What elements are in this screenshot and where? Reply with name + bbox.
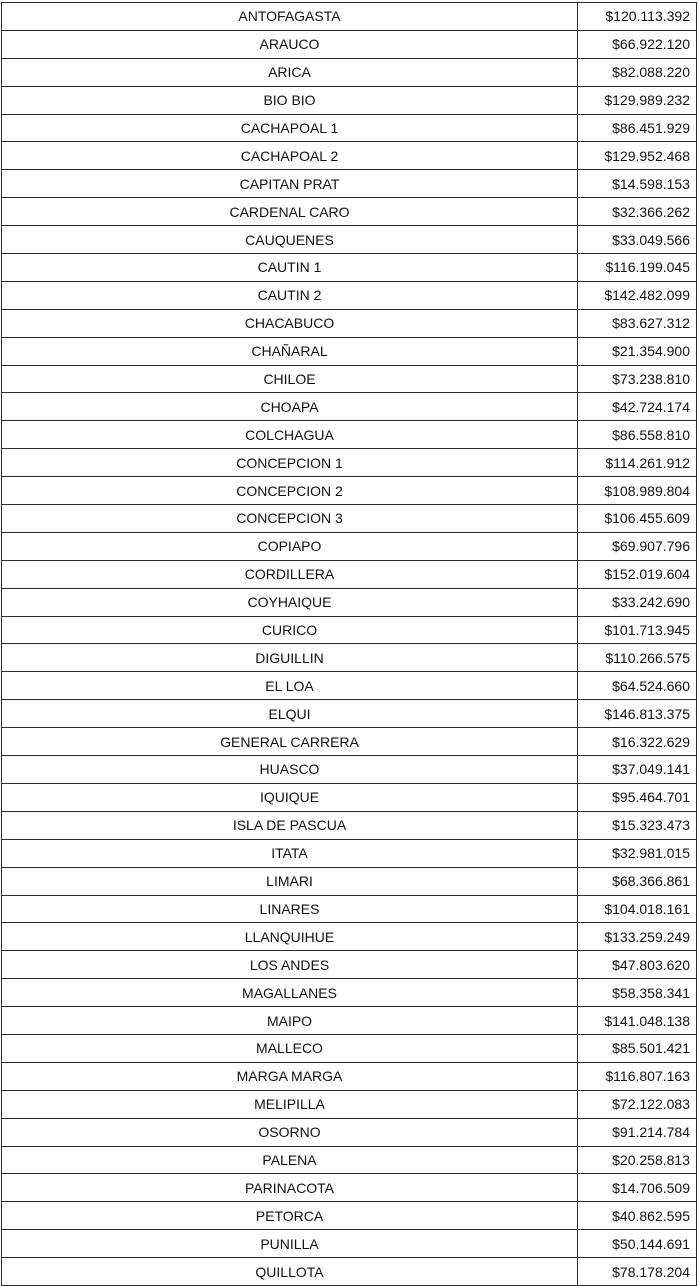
- table-row: [2, 756, 697, 784]
- table-row: [2, 1230, 697, 1258]
- province-name-cell: CHACABUCO: [2, 309, 578, 337]
- amount-cell: $133.259.249: [578, 923, 697, 951]
- province-name-cell: LIMARI: [2, 867, 578, 895]
- table-row: [2, 951, 697, 979]
- table-row: [2, 1202, 697, 1230]
- amount-cell: $120.113.392: [578, 3, 697, 31]
- amount-cell: $37.049.141: [578, 756, 697, 784]
- amount-cell: $114.261.912: [578, 449, 697, 477]
- table-row: [2, 1258, 697, 1286]
- province-name-cell: CONCEPCION 2: [2, 477, 578, 505]
- amount-cell: $104.018.161: [578, 895, 697, 923]
- table-row: [2, 1146, 697, 1174]
- amount-cell: $33.242.690: [578, 588, 697, 616]
- province-name-cell: CAUTIN 2: [2, 281, 578, 309]
- amount-cell: $116.199.045: [578, 254, 697, 282]
- province-name-cell: ARICA: [2, 58, 578, 86]
- table-row: [2, 337, 697, 365]
- table-row: [2, 616, 697, 644]
- province-name-cell: CONCEPCION 1: [2, 449, 578, 477]
- amount-cell: $32.981.015: [578, 839, 697, 867]
- province-name-cell: CHOAPA: [2, 393, 578, 421]
- amount-cell: $50.144.691: [578, 1230, 697, 1258]
- table-row: [2, 867, 697, 895]
- amount-cell: $47.803.620: [578, 951, 697, 979]
- amount-cell: $152.019.604: [578, 560, 697, 588]
- amount-cell: $108.989.804: [578, 477, 697, 505]
- province-name-cell: CONCEPCION 3: [2, 505, 578, 533]
- province-name-cell: ANTOFAGASTA: [2, 3, 578, 31]
- province-name-cell: MELIPILLA: [2, 1090, 578, 1118]
- amount-cell: $33.049.566: [578, 226, 697, 254]
- amount-cell: $82.088.220: [578, 58, 697, 86]
- amount-cell: $14.598.153: [578, 170, 697, 198]
- table-row: [2, 254, 697, 282]
- table-row: [2, 449, 697, 477]
- province-name-cell: PALENA: [2, 1146, 578, 1174]
- table-row: [2, 644, 697, 672]
- province-name-cell: LLANQUIHUE: [2, 923, 578, 951]
- amount-cell: $95.464.701: [578, 783, 697, 811]
- table-row: [2, 811, 697, 839]
- amount-cell: $101.713.945: [578, 616, 697, 644]
- amount-cell: $86.558.810: [578, 421, 697, 449]
- table-row: [2, 505, 697, 533]
- province-name-cell: PARINACOTA: [2, 1174, 578, 1202]
- province-name-cell: MALLECO: [2, 1034, 578, 1062]
- table-row: [2, 281, 697, 309]
- province-name-cell: IQUIQUE: [2, 783, 578, 811]
- table-row: [2, 1062, 697, 1090]
- province-name-cell: BIO BIO: [2, 86, 578, 114]
- province-name-cell: MAIPO: [2, 1007, 578, 1035]
- amount-cell: $32.366.262: [578, 198, 697, 226]
- amount-cell: $15.323.473: [578, 811, 697, 839]
- table-row: [2, 198, 697, 226]
- table-row: [2, 1118, 697, 1146]
- table-row: [2, 58, 697, 86]
- province-name-cell: PUNILLA: [2, 1230, 578, 1258]
- amount-cell: $40.862.595: [578, 1202, 697, 1230]
- amount-cell: $85.501.421: [578, 1034, 697, 1062]
- table-row: [2, 114, 697, 142]
- province-name-cell: CHILOE: [2, 365, 578, 393]
- amount-cell: $83.627.312: [578, 309, 697, 337]
- table-row: [2, 728, 697, 756]
- amount-cell: $58.358.341: [578, 979, 697, 1007]
- province-name-cell: CURICO: [2, 616, 578, 644]
- province-name-cell: MARGA MARGA: [2, 1062, 578, 1090]
- table-row: [2, 30, 697, 58]
- province-name-cell: LINARES: [2, 895, 578, 923]
- amount-cell: $14.706.509: [578, 1174, 697, 1202]
- table-row: [2, 226, 697, 254]
- amount-cell: $78.178.204: [578, 1258, 697, 1286]
- table-row: [2, 588, 697, 616]
- amount-cell: $64.524.660: [578, 672, 697, 700]
- amount-cell: $141.048.138: [578, 1007, 697, 1035]
- province-name-cell: ISLA DE PASCUA: [2, 811, 578, 839]
- province-name-cell: HUASCO: [2, 756, 578, 784]
- budget-table: [1, 2, 697, 1286]
- province-name-cell: MAGALLANES: [2, 979, 578, 1007]
- table-row: [2, 170, 697, 198]
- table-row: [2, 477, 697, 505]
- table-row: [2, 979, 697, 1007]
- table-row: [2, 783, 697, 811]
- table-row: [2, 923, 697, 951]
- table-row: [2, 532, 697, 560]
- table-row: [2, 839, 697, 867]
- table-row: [2, 1174, 697, 1202]
- table-row: [2, 672, 697, 700]
- province-name-cell: LOS ANDES: [2, 951, 578, 979]
- province-name-cell: ELQUI: [2, 700, 578, 728]
- province-name-cell: CAUQUENES: [2, 226, 578, 254]
- amount-cell: $69.907.796: [578, 532, 697, 560]
- table-row: [2, 421, 697, 449]
- amount-cell: $68.366.861: [578, 867, 697, 895]
- amount-cell: $146.813.375: [578, 700, 697, 728]
- table-row: [2, 1007, 697, 1035]
- table-row: [2, 1090, 697, 1118]
- province-name-cell: CARDENAL CARO: [2, 198, 578, 226]
- table-row: [2, 86, 697, 114]
- table-row: [2, 3, 697, 31]
- province-name-cell: CAPITAN PRAT: [2, 170, 578, 198]
- province-name-cell: GENERAL CARRERA: [2, 728, 578, 756]
- table-row: [2, 895, 697, 923]
- amount-cell: $142.482.099: [578, 281, 697, 309]
- table-row: [2, 142, 697, 170]
- province-name-cell: COLCHAGUA: [2, 421, 578, 449]
- amount-cell: $20.258.813: [578, 1146, 697, 1174]
- table-row: [2, 560, 697, 588]
- province-name-cell: COPIAPO: [2, 532, 578, 560]
- amount-cell: $86.451.929: [578, 114, 697, 142]
- province-name-cell: CACHAPOAL 2: [2, 142, 578, 170]
- amount-cell: $72.122.083: [578, 1090, 697, 1118]
- amount-cell: $73.238.810: [578, 365, 697, 393]
- province-name-cell: CORDILLERA: [2, 560, 578, 588]
- province-name-cell: QUILLOTA: [2, 1258, 578, 1286]
- amount-cell: $116.807.163: [578, 1062, 697, 1090]
- amount-cell: $16.322.629: [578, 728, 697, 756]
- province-name-cell: COYHAIQUE: [2, 588, 578, 616]
- amount-cell: $42.724.174: [578, 393, 697, 421]
- amount-cell: $129.952.468: [578, 142, 697, 170]
- province-name-cell: CACHAPOAL 1: [2, 114, 578, 142]
- province-name-cell: CHAÑARAL: [2, 337, 578, 365]
- amount-cell: $110.266.575: [578, 644, 697, 672]
- province-name-cell: CAUTIN 1: [2, 254, 578, 282]
- table-row: [2, 1034, 697, 1062]
- table-row: [2, 365, 697, 393]
- province-name-cell: PETORCA: [2, 1202, 578, 1230]
- province-name-cell: EL LOA: [2, 672, 578, 700]
- amount-cell: $129.989.232: [578, 86, 697, 114]
- amount-cell: $21.354.900: [578, 337, 697, 365]
- amount-cell: $106.455.609: [578, 505, 697, 533]
- amount-cell: $66.922.120: [578, 30, 697, 58]
- amount-cell: $91.214.784: [578, 1118, 697, 1146]
- province-name-cell: OSORNO: [2, 1118, 578, 1146]
- province-name-cell: ARAUCO: [2, 30, 578, 58]
- table-row: [2, 700, 697, 728]
- table-body: [2, 3, 697, 1286]
- table-row: [2, 309, 697, 337]
- province-name-cell: DIGUILLIN: [2, 644, 578, 672]
- table-row: [2, 393, 697, 421]
- province-name-cell: ITATA: [2, 839, 578, 867]
